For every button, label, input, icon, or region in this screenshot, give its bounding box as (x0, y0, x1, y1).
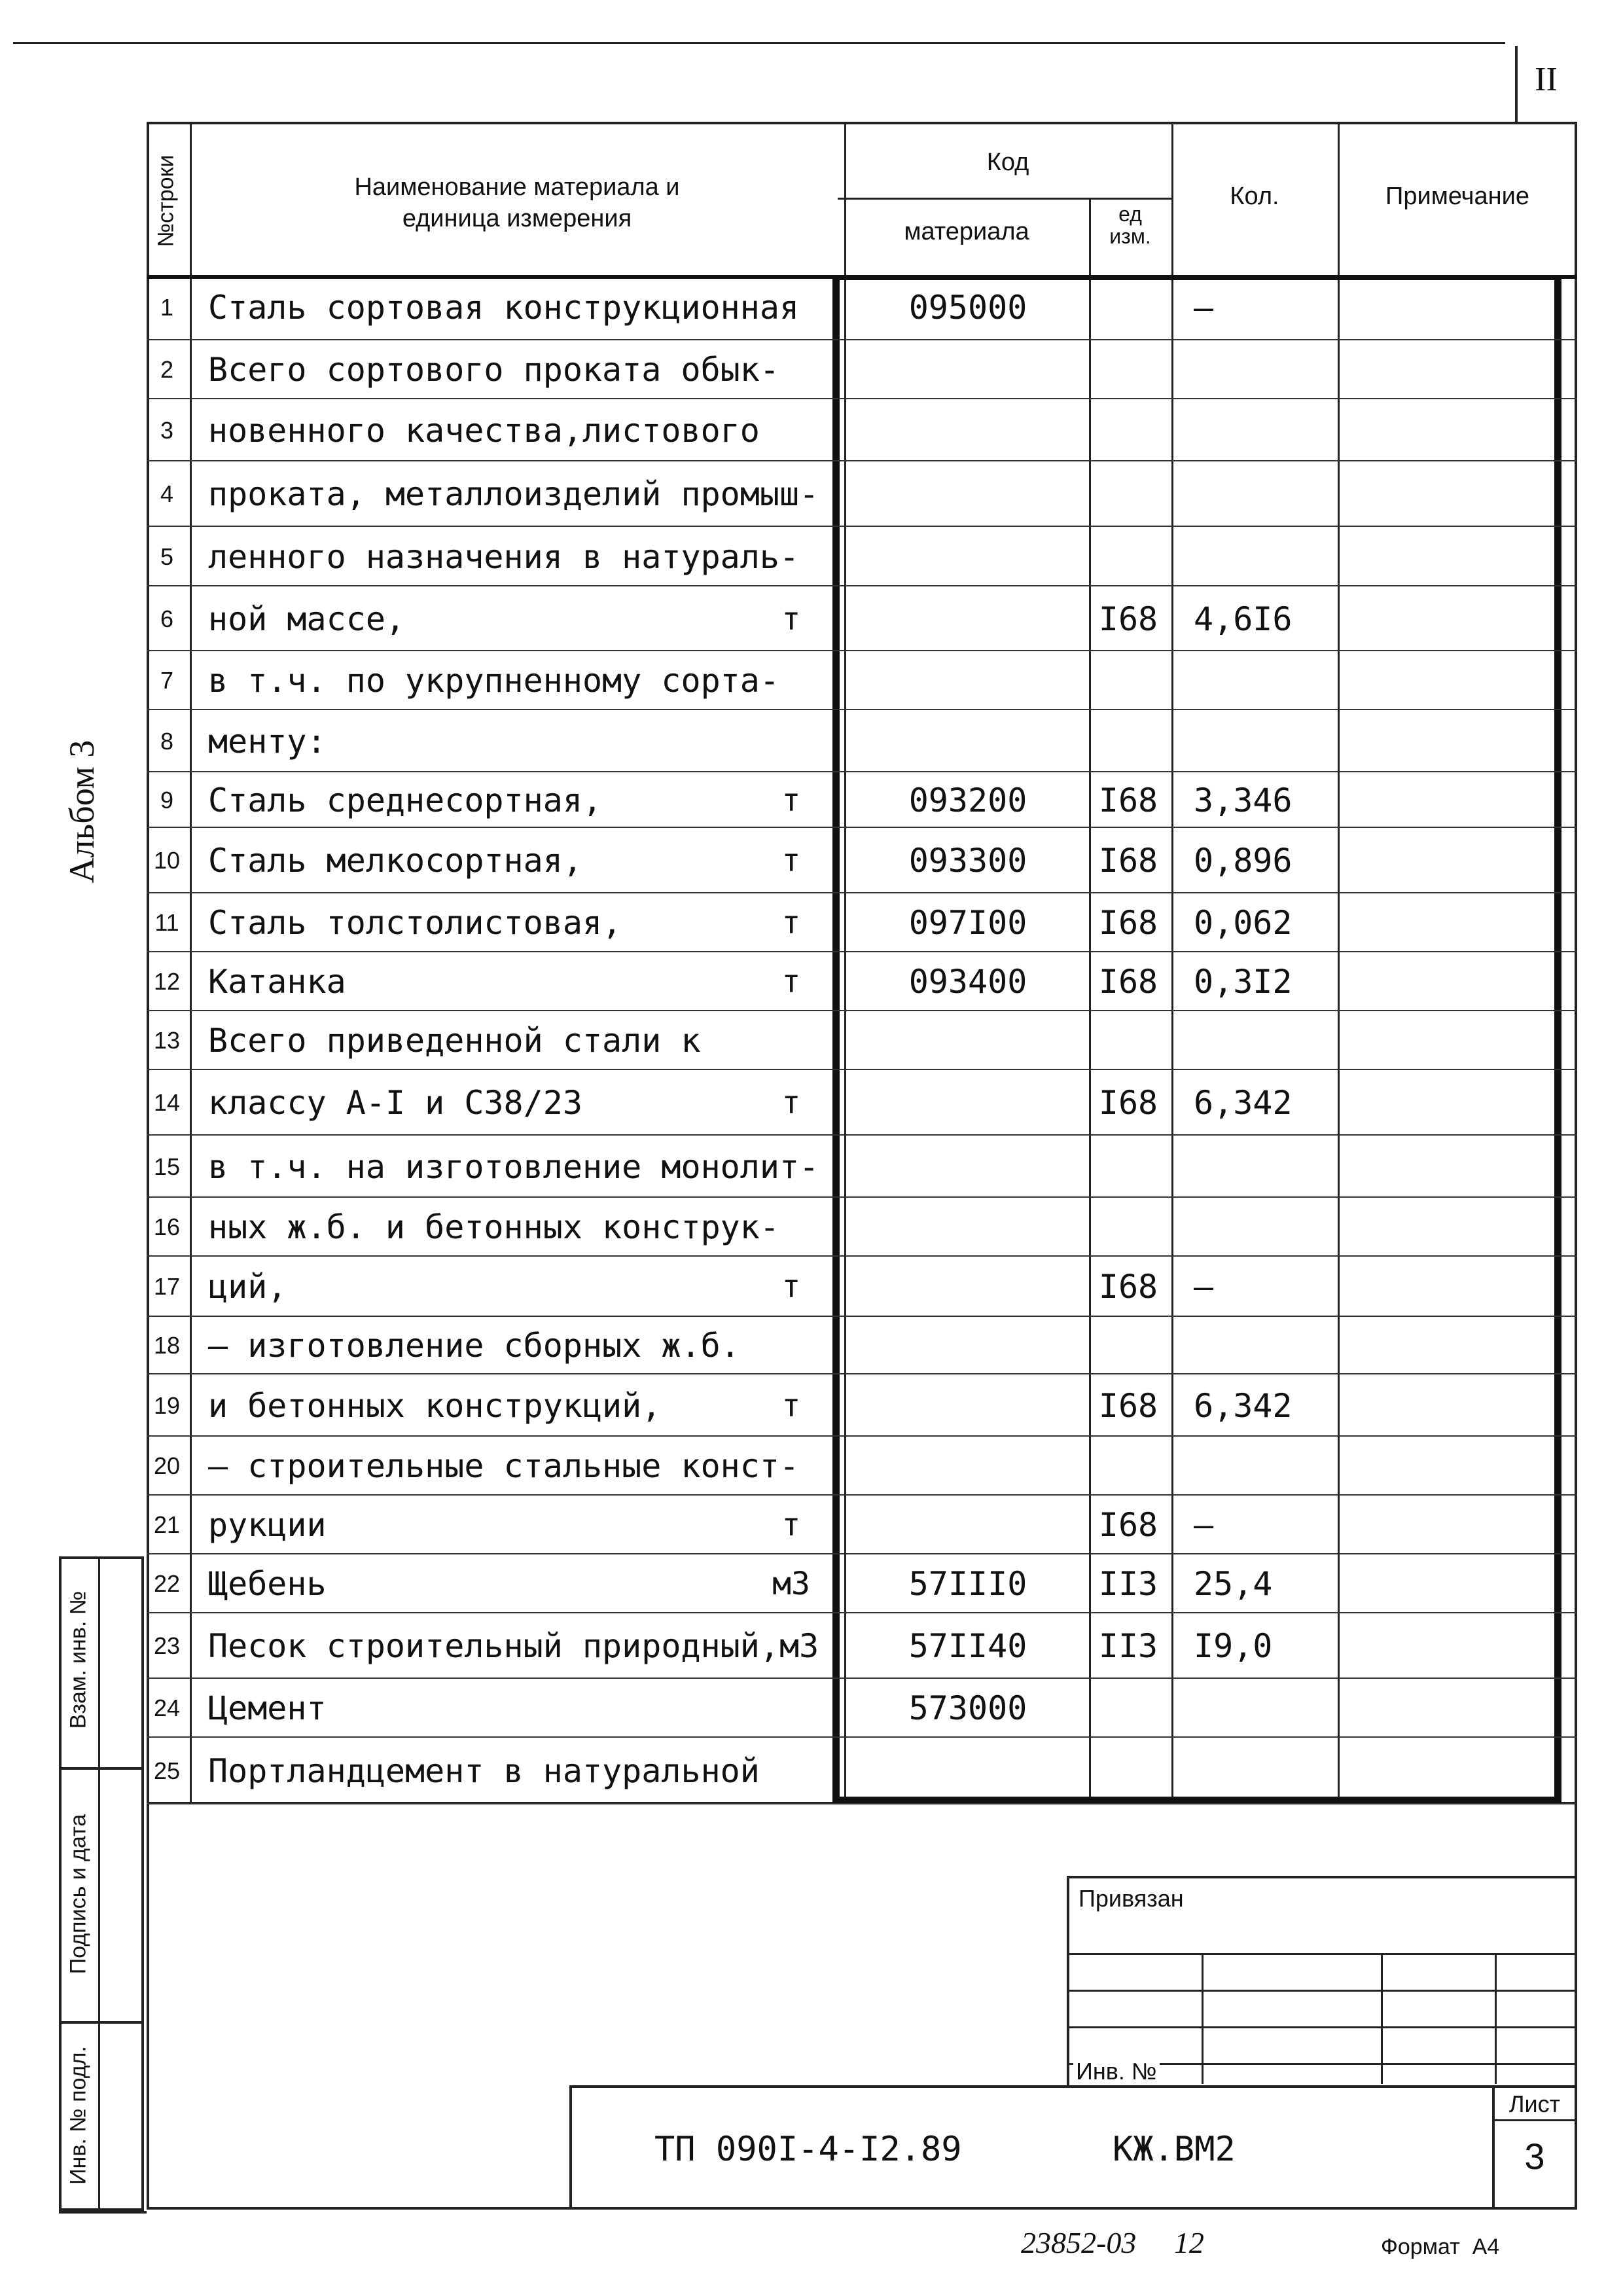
material-code: 093200 (908, 781, 1027, 819)
material-name: Сталь мелкосортная, (208, 842, 582, 880)
unit-code: I68 (1098, 963, 1158, 1001)
quantity (1194, 1198, 1351, 1257)
table-row (147, 952, 1577, 1011)
quantity (1194, 1011, 1351, 1070)
unit: т (781, 781, 801, 819)
stamp-vzam-inv: Взам. инв. № (65, 1590, 91, 1729)
table-row (147, 1554, 1577, 1613)
unit (755, 710, 827, 772)
row-number: 10 (153, 847, 181, 874)
unit-code (1082, 1437, 1174, 1496)
privyazan-label: Привязан (1079, 1885, 1184, 1912)
inv-no-label: Инв. № (1073, 2058, 1160, 2085)
material-code (840, 399, 1096, 461)
privyazan-row-line (1067, 1953, 1577, 1955)
row-number: 4 (160, 480, 174, 507)
material-code (840, 710, 1096, 772)
quantity (1194, 1317, 1351, 1374)
unit: т (781, 905, 801, 941)
header-code-material: материала (904, 218, 1029, 245)
row-number: 8 (160, 727, 174, 755)
unit-code (1082, 527, 1174, 586)
unit-code (1082, 340, 1174, 399)
material-name: Катанка (208, 963, 346, 1001)
handwritten-number: 23852-03 12 (1021, 2226, 1204, 2259)
quantity (1194, 1738, 1351, 1804)
unit: т (781, 963, 801, 1000)
material-code (840, 527, 1096, 586)
table-row (147, 399, 1577, 461)
unit-code (1082, 1198, 1174, 1257)
row-number: 2 (160, 356, 174, 383)
unit (755, 275, 827, 340)
quantity: 0,062 (1194, 904, 1293, 942)
material-name: новенного качества,листового (208, 411, 760, 450)
material-name: ленного назначения в натураль- (208, 537, 800, 576)
material-name: ций, (208, 1268, 287, 1306)
stamp-divider (59, 1767, 144, 1770)
row-number: 21 (153, 1511, 181, 1538)
material-name: проката, металлоизделий промыш- (208, 475, 819, 513)
material-name: Всего приведенной стали к (208, 1022, 701, 1060)
unit (755, 1011, 827, 1070)
table-row (147, 461, 1577, 527)
sheet-number: 3 (1524, 2136, 1545, 2177)
row-number: 12 (153, 968, 181, 995)
table-row (147, 710, 1577, 772)
doc-mark: КЖ.ВМ2 (1113, 2130, 1236, 2169)
table-row (147, 1198, 1577, 1257)
row-number: 15 (153, 1153, 181, 1180)
header-quantity: Кол. (1230, 183, 1279, 210)
privyazan-row-line (1067, 1990, 1577, 1992)
material-name: Сталь среднесортная, (208, 781, 603, 819)
unit: т (781, 1268, 801, 1305)
unit (755, 527, 827, 586)
row-number: 11 (154, 909, 179, 936)
unit-code (1082, 1317, 1174, 1374)
sheet-number-top: II (1535, 61, 1558, 98)
table-row (147, 1136, 1577, 1198)
unit (755, 1437, 827, 1496)
quantity: 6,342 (1194, 1386, 1293, 1425)
row-number: 6 (160, 605, 174, 632)
stamp-mid-line (98, 1556, 100, 2211)
material-code (840, 1374, 1096, 1437)
table-row (147, 1679, 1577, 1738)
unit-code (1082, 1679, 1174, 1738)
row-number: 7 (160, 667, 174, 694)
header-code-group: Код (986, 149, 1029, 176)
material-code (840, 1496, 1096, 1554)
material-code: 573000 (908, 1689, 1027, 1727)
unit (755, 340, 827, 399)
row-number: 20 (153, 1452, 181, 1479)
table-row (147, 651, 1577, 710)
unit (755, 651, 827, 710)
quantity (1194, 1136, 1351, 1198)
sheet-label: Лист (1508, 2090, 1561, 2117)
quantity (1194, 1437, 1351, 1496)
unit: т (781, 842, 801, 879)
quantity: 4,6I6 (1194, 600, 1293, 638)
unit-code: I68 (1098, 600, 1158, 638)
stamp-podpis-data: Подпись и дата (65, 1814, 91, 1975)
material-name: в т.ч. по укрупненному сорта- (208, 662, 779, 700)
quantity (1194, 527, 1351, 586)
table-row (147, 1011, 1577, 1070)
header-code-unit: ед изм. (1109, 202, 1151, 248)
material-code: 097I00 (908, 904, 1027, 942)
quantity: 25,4 (1194, 1565, 1273, 1603)
unit-code (1082, 710, 1174, 772)
stamp-inv-podl: Инв. № подл. (65, 2046, 91, 2185)
table-row (147, 1738, 1577, 1804)
unit-code: I68 (1098, 1386, 1158, 1425)
table-row (147, 1070, 1577, 1136)
privyazan-row-line (1067, 2026, 1577, 2028)
quantity: I9,0 (1194, 1627, 1273, 1665)
quantity (1194, 399, 1351, 461)
row-number: 13 (153, 1027, 181, 1054)
row-number: 14 (153, 1089, 181, 1116)
row-number: 18 (153, 1332, 181, 1359)
privyazan-col-line (1202, 1953, 1204, 2084)
material-code: 57II40 (908, 1627, 1027, 1665)
quantity: 6,342 (1194, 1084, 1293, 1122)
material-name: – строительные стальные конст- (208, 1447, 800, 1485)
unit-code: I68 (1098, 1084, 1158, 1122)
unit: т (781, 1085, 801, 1121)
material-name: Песок строительный природный,м3 (208, 1627, 819, 1665)
material-name: ной массе, (208, 600, 406, 638)
format-label: Формат А4 (1381, 2234, 1500, 2259)
top-rule (13, 42, 1505, 44)
table-row (147, 772, 1577, 828)
table-row (147, 1374, 1577, 1437)
material-name: ных ж.б. и бетонных конструк- (208, 1208, 779, 1246)
quantity: 3,346 (1194, 781, 1293, 819)
row-number: 16 (153, 1213, 181, 1240)
table-row (147, 527, 1577, 586)
stamp-divider (59, 2211, 147, 2214)
material-name: Щебень (208, 1565, 327, 1603)
quantity (1194, 340, 1351, 399)
table-row (147, 586, 1577, 651)
material-code: 57III0 (908, 1565, 1027, 1603)
code-header-divider (838, 198, 1171, 200)
row-number: 24 (153, 1695, 181, 1721)
quantity: – (1194, 1506, 1214, 1544)
unit-code: I68 (1098, 1268, 1158, 1306)
unit-code (1082, 275, 1174, 340)
material-name: рукции (208, 1506, 327, 1544)
sheet-box-divider (1492, 2119, 1577, 2121)
row-number: 5 (160, 543, 174, 570)
stamp-divider (59, 2021, 144, 2024)
header-row-no: №строки (153, 154, 179, 247)
unit (755, 1613, 827, 1679)
material-name: Всего сортового проката обык- (208, 351, 779, 389)
material-code (840, 1738, 1096, 1804)
unit (755, 461, 827, 527)
unit-code: I68 (1098, 904, 1158, 942)
row-number: 25 (153, 1757, 181, 1784)
material-code (840, 1136, 1096, 1198)
unit: т (781, 1387, 801, 1424)
quantity (1194, 461, 1351, 527)
unit-code (1082, 1136, 1174, 1198)
table-row (147, 275, 1577, 340)
unit (755, 1317, 827, 1374)
unit-code (1082, 651, 1174, 710)
unit (755, 1198, 827, 1257)
material-code (840, 1317, 1096, 1374)
material-code (840, 1257, 1096, 1317)
quantity: – (1194, 289, 1214, 327)
table-row (147, 340, 1577, 399)
doc-code: ТП 090I-4-I2.89 (654, 2130, 962, 2169)
table-row (147, 828, 1577, 893)
material-code (840, 651, 1096, 710)
privyazan-col-line (1381, 1953, 1383, 2084)
material-name: Портландцемент в натуральной (208, 1752, 760, 1790)
album-label: Альбом 3 (62, 740, 101, 884)
unit-code (1082, 461, 1174, 527)
unit-code: I68 (1098, 842, 1158, 880)
unit-code (1082, 399, 1174, 461)
row-number: 1 (160, 294, 174, 321)
material-name: классу А-I и С38/23 (208, 1084, 582, 1122)
material-name: – изготовление сборных ж.б. (208, 1327, 740, 1365)
unit: т (781, 1507, 801, 1543)
row-number: 23 (153, 1632, 181, 1659)
header-note: Примечание (1385, 183, 1529, 210)
unit-code: I68 (1098, 781, 1158, 819)
material-name: Цемент (208, 1689, 327, 1727)
material-code (840, 1011, 1096, 1070)
quantity (1194, 651, 1351, 710)
unit (755, 1738, 827, 1804)
table-row (147, 1613, 1577, 1679)
unit-code (1082, 1738, 1174, 1804)
material-code: 093300 (908, 842, 1027, 880)
unit: м3 (772, 1566, 810, 1602)
row-number: 9 (160, 786, 174, 814)
quantity: 0,896 (1194, 842, 1293, 880)
material-code (840, 586, 1096, 651)
table-row (147, 893, 1577, 952)
unit-code: II3 (1098, 1627, 1158, 1665)
material-code: 093400 (908, 963, 1027, 1001)
material-name: в т.ч. на изготовление монолит- (208, 1147, 819, 1186)
row-number: 22 (153, 1570, 181, 1597)
material-code (840, 461, 1096, 527)
material-name: Сталь толстолистовая, (208, 904, 622, 942)
table-row (147, 1317, 1577, 1374)
material-code: 095000 (908, 289, 1027, 327)
material-code (840, 1437, 1096, 1496)
material-code (840, 340, 1096, 399)
unit-code: II3 (1098, 1565, 1158, 1603)
material-name: и бетонных конструкций, (208, 1386, 662, 1425)
material-code (840, 1198, 1096, 1257)
material-name: Сталь сортовая конструкционная (208, 289, 800, 327)
quantity: 0,3I2 (1194, 963, 1293, 1001)
row-number: 3 (160, 416, 174, 444)
table-row (147, 1437, 1577, 1496)
row-number: 19 (153, 1391, 181, 1419)
quantity (1194, 710, 1351, 772)
privyazan-col-line (1495, 1953, 1497, 2084)
quantity (1194, 1679, 1351, 1738)
quantity: – (1194, 1268, 1214, 1306)
unit (755, 1136, 827, 1198)
row-number: 17 (153, 1273, 181, 1300)
material-name: менту: (208, 722, 327, 761)
table-row (147, 1257, 1577, 1317)
unit-code (1082, 1011, 1174, 1070)
unit: т (781, 600, 801, 637)
unit-code: I68 (1098, 1506, 1158, 1544)
material-code (840, 1070, 1096, 1136)
table-row (147, 1496, 1577, 1554)
unit (755, 1679, 827, 1738)
header-name: Наименование материала и единица измерения (354, 173, 680, 232)
unit (755, 399, 827, 461)
